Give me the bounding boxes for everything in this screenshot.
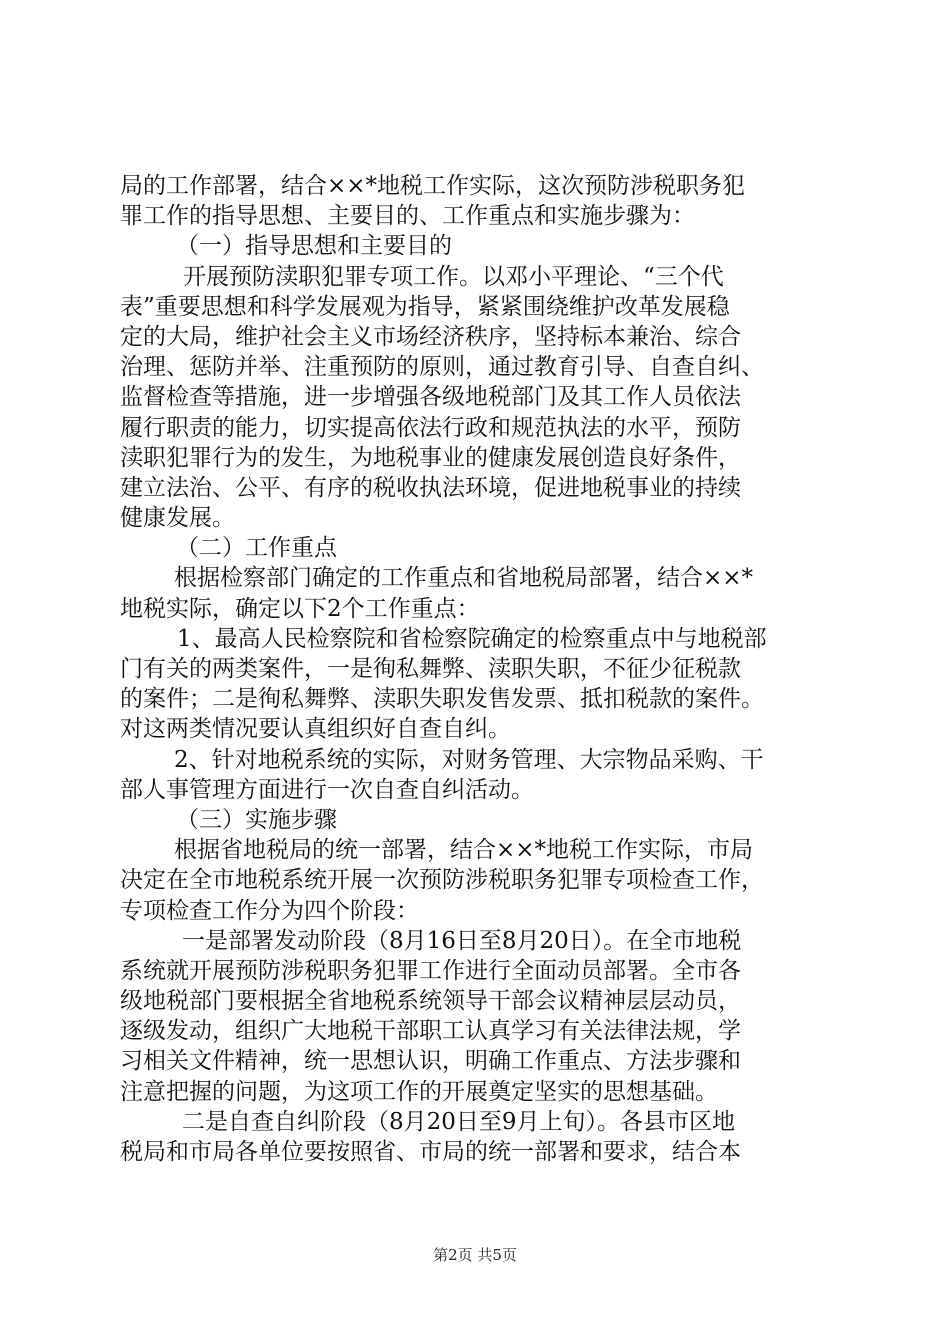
text-line: 部人事管理方面进行一次自查自纠活动。 <box>120 776 534 803</box>
text-line: 一是部署发动阶段（8月16日至8月20日）。在全市地税 <box>182 927 742 954</box>
text-line: 注意把握的问题，为这项工作的开展奠定坚实的思想基础。 <box>120 1078 718 1105</box>
text-line: 建立法治、公平、有序的税收执法环境，促进地税事业的持续 <box>120 474 741 501</box>
text-line: 开展预防渎职犯罪专项工作。以邓小平理论、“三个代 <box>183 263 724 290</box>
text-line: 的案件；二是徇私舞弊、渎职失职发售发票、抵扣税款的案件。 <box>120 686 764 713</box>
document-body <box>120 171 840 1167</box>
section-heading: （一）指导思想和主要目的 <box>176 233 452 260</box>
text-line: 税局和市局各单位要按照省、市局的统一部署和要求，结合本 <box>120 1139 741 1165</box>
text-line: 2、针对地税系统的实际，对财务管理、大宗物品采购、干 <box>174 746 764 773</box>
text-line: 专项检查工作分为四个阶段： <box>120 897 419 924</box>
text-line: 级地税部门要根据全省地税系统领导干部会议精神层层动员， <box>120 988 741 1015</box>
page-number-footer: 第2页 共5页 <box>433 1246 517 1264</box>
text-line: 渎职犯罪行为的发生，为地税事业的健康发展创造良好条件， <box>120 444 741 471</box>
text-line: 对这两类情况要认真组织好自查自纠。 <box>120 716 511 743</box>
text-line: 治理、惩防并举、注重预防的原则，通过教育引导、自查自纠、 <box>120 354 764 381</box>
text-line: 决定在全市地税系统开展一次预防涉税职务犯罪专项检查工作， <box>120 867 764 894</box>
text-line: 根据省地税局的统一部署，结合××*地税工作实际，市局 <box>174 837 754 864</box>
text-line: 1、最高人民检察院和省检察院确定的检察重点中与地税部 <box>177 625 767 652</box>
text-line: 表”重要思想和科学发展观为指导，紧紧围绕维护改革发展稳 <box>120 293 730 320</box>
text-line: 二是自查自纠阶段（8月20日至9月上旬）。各县市区地 <box>182 1108 736 1135</box>
text-line: 地税实际，确定以下2个工作重点： <box>120 595 480 622</box>
text-line: 定的大局，维护社会主义市场经济秩序，坚持标本兼治、综合 <box>120 323 741 350</box>
text-line: 局的工作部署，结合××*地税工作实际，这次预防涉税职务犯 <box>120 173 746 199</box>
text-line: 履行职责的能力，切实提高依法行政和规范执法的水平，预防 <box>120 414 741 441</box>
text-line: 逐级发动，组织广大地税干部职工认真学习有关法律法规，学 <box>120 1018 741 1045</box>
text-line: 根据检察部门确定的工作重点和省地税局部署，结合××* <box>174 565 754 592</box>
text-line: 门有关的两类案件，一是徇私舞弊、渎职失职，不征少征税款 <box>120 656 741 682</box>
text-line: 健康发展。 <box>120 505 235 532</box>
section-heading: （三）实施步骤 <box>176 806 337 833</box>
text-line: 系统就开展预防涉税职务犯罪工作进行全面动员部署。全市各 <box>120 957 741 984</box>
text-line: 习相关文件精神，统一思想认识，明确工作重点、方法步骤和 <box>120 1048 741 1075</box>
section-heading: （二）工作重点 <box>176 535 337 562</box>
text-line: 罪工作的指导思想、主要目的、工作重点和实施步骤为： <box>120 203 695 230</box>
text-line: 监督检查等措施，进一步增强各级地税部门及其工作人员依法 <box>120 384 741 411</box>
